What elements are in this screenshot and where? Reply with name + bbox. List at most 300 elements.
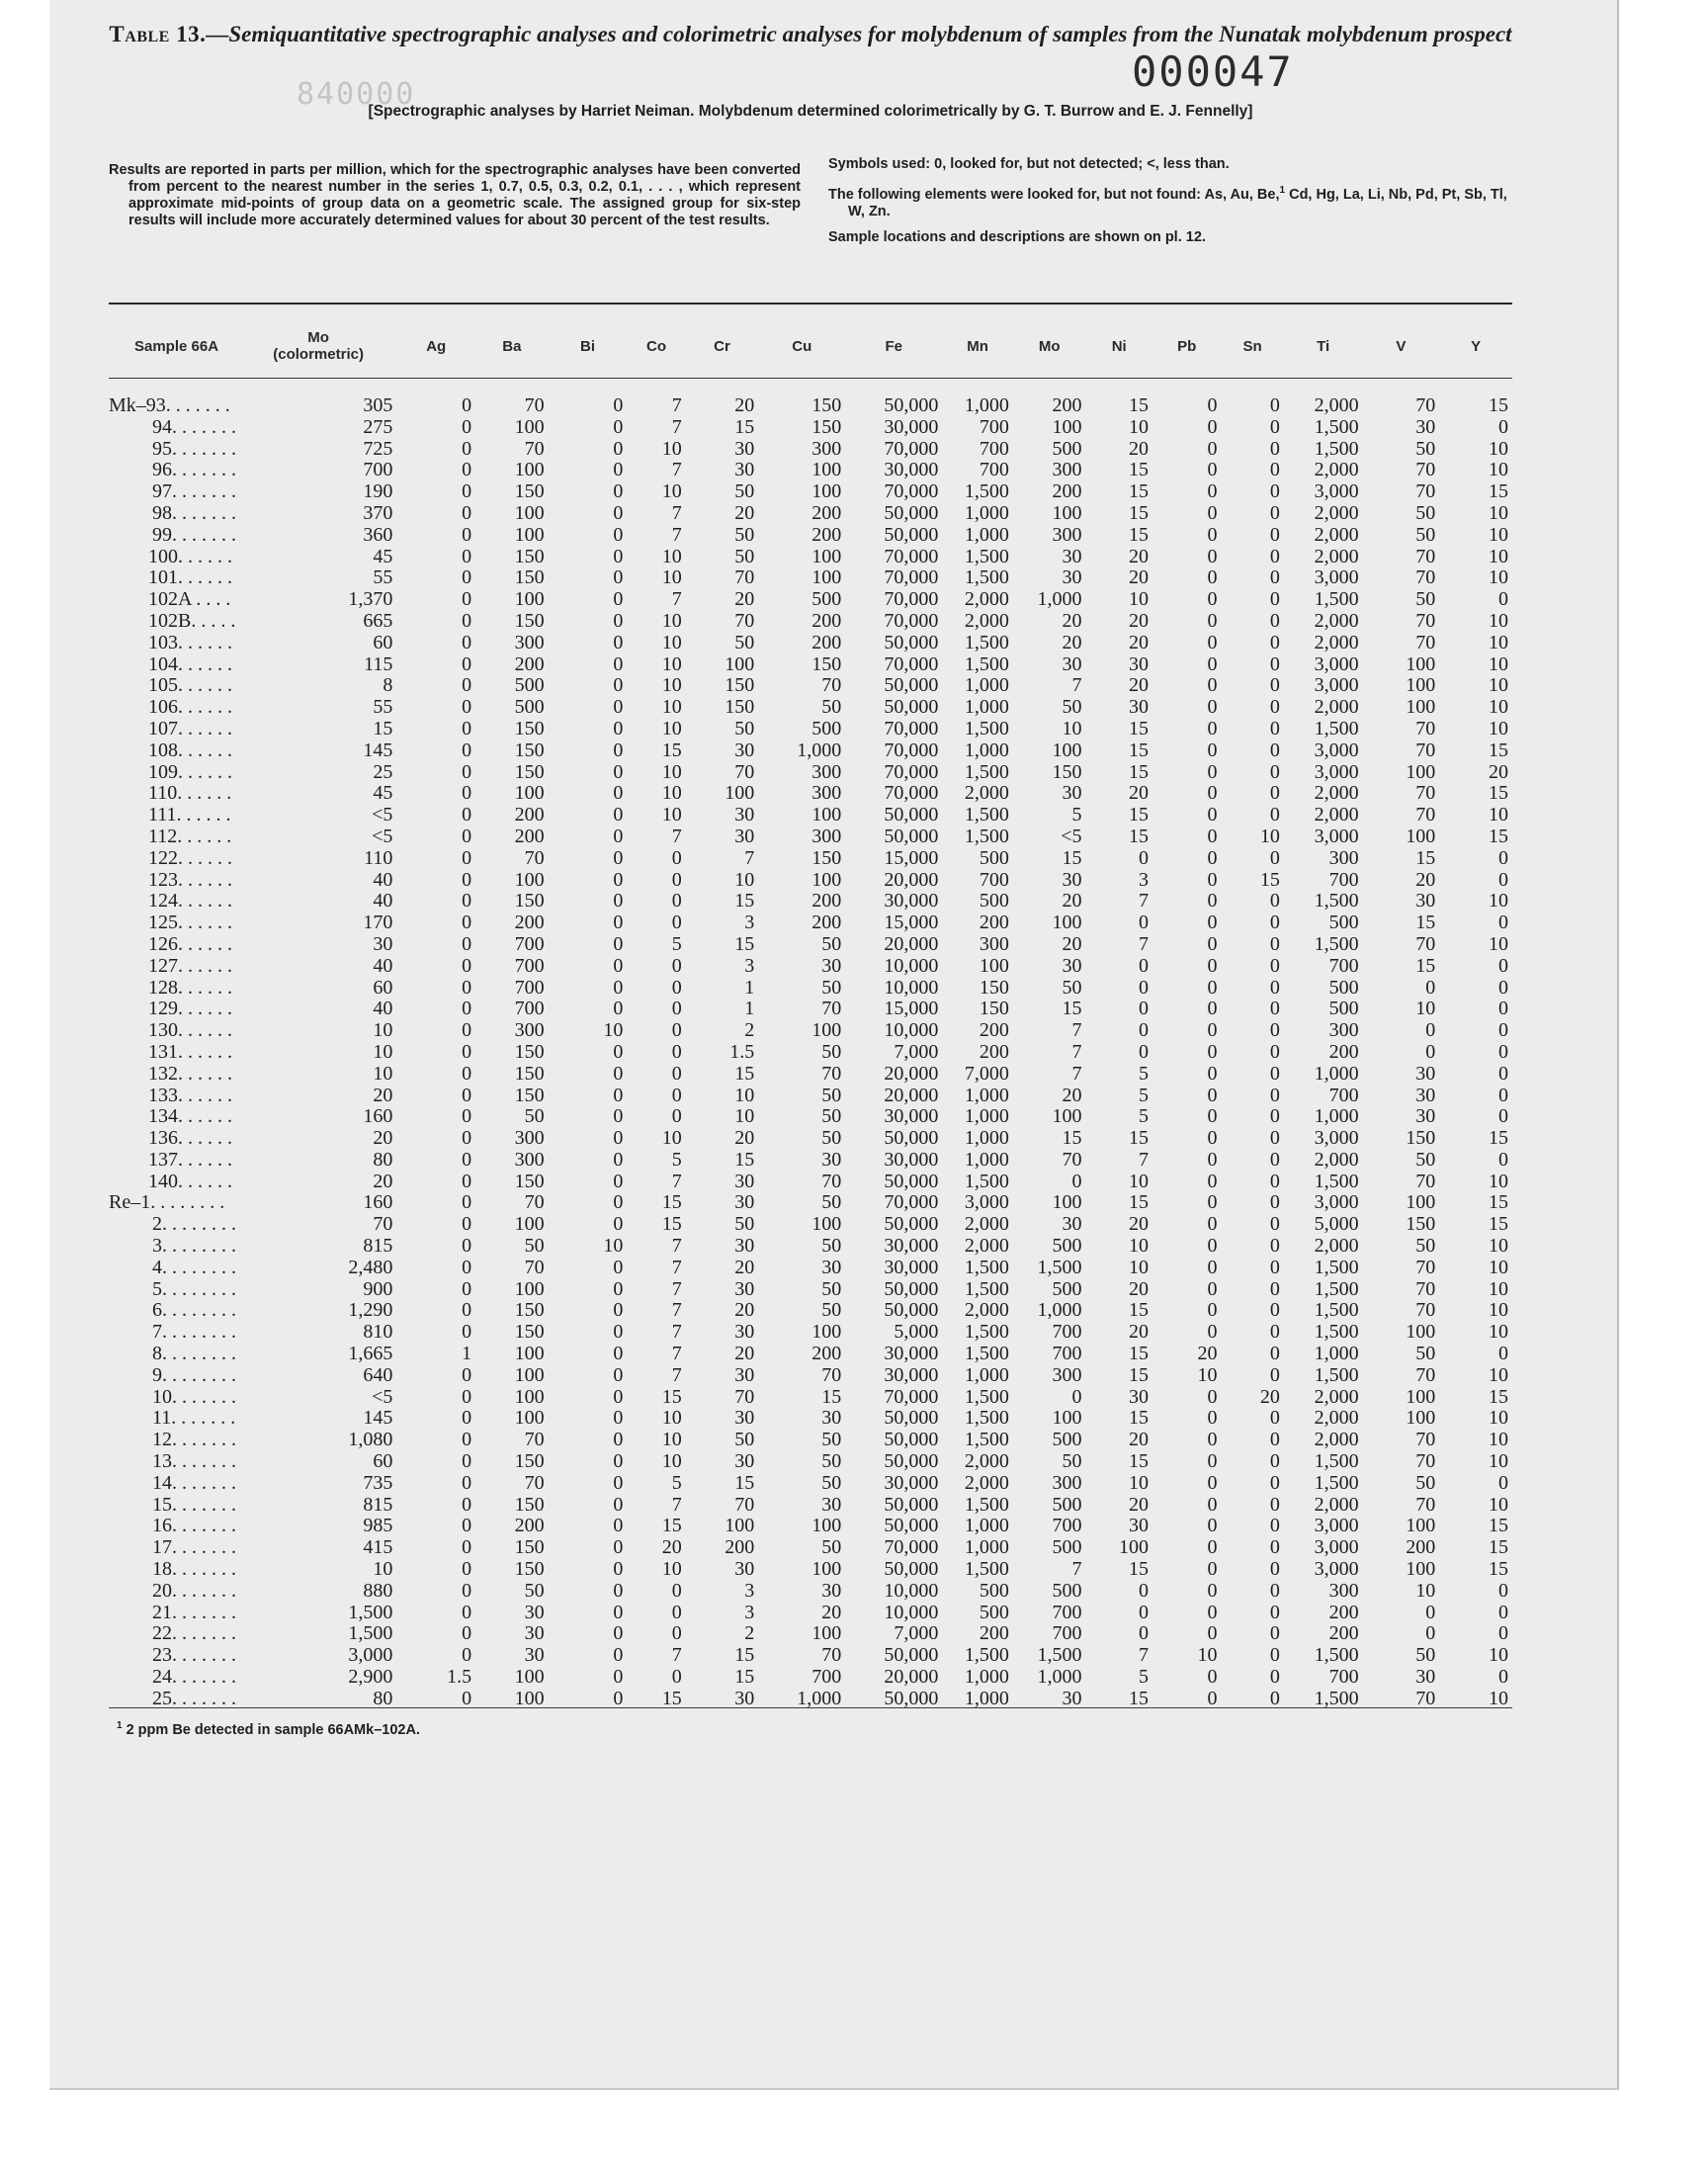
value-cell: 30 <box>1062 1214 1082 1236</box>
value-cell: 0 <box>1269 955 1280 977</box>
value-cell: 0 <box>613 1408 624 1430</box>
value-cell: 0 <box>462 977 472 999</box>
value-cell: 10 <box>1489 632 1508 653</box>
value-cell: 150 <box>514 546 545 567</box>
value-cell: 2,000 <box>1314 1430 1359 1451</box>
value-cell: 20 <box>1062 1085 1082 1106</box>
value-cell: 200 <box>811 610 842 632</box>
value-cell: 500 <box>1052 1494 1082 1516</box>
value-cell: 15 <box>1062 999 1082 1020</box>
value-cell: 2,000 <box>964 1300 1009 1322</box>
value-cell: 150 <box>725 675 755 697</box>
value-cell: 1,500 <box>1037 1645 1082 1667</box>
value-cell: 700 <box>979 460 1009 481</box>
value-cell: 30 <box>734 740 755 761</box>
value-cell: 0 <box>1269 1257 1280 1278</box>
value-cell: 15 <box>1128 1408 1149 1430</box>
value-cell: 70 <box>524 847 545 869</box>
value-cell: 10 <box>1197 1364 1218 1386</box>
value-cell: 0 <box>1207 460 1218 481</box>
value-cell: 0 <box>1207 1688 1218 1709</box>
value-cell: 70 <box>1415 1257 1436 1278</box>
value-cell: 0 <box>462 718 472 740</box>
value-cell: 300 <box>1052 1472 1082 1494</box>
value-cell: 0 <box>1207 1278 1218 1300</box>
value-cell: 10 <box>1489 438 1508 460</box>
column-header: Y <box>1471 337 1482 355</box>
value-cell: 0 <box>462 1257 472 1278</box>
value-cell: 70 <box>1415 460 1436 481</box>
value-cell: 10 <box>1489 718 1508 740</box>
value-cell: 0 <box>613 1430 624 1451</box>
value-cell: 15 <box>1489 740 1508 761</box>
table-row <box>109 783 1512 805</box>
value-cell: 70,000 <box>884 718 939 740</box>
value-cell: 700 <box>1052 1322 1082 1344</box>
value-cell: 0 <box>462 1645 472 1667</box>
value-cell: 150 <box>811 394 842 416</box>
sample-id-cell: Mk–93. . . . . . . <box>109 394 230 416</box>
results-note-text: Results are reported in parts per million, which for the spectrographic analyses have been converted from percent to the nearest number in the series 1, 0.7, 0.5, 0.3, 0.2, 0.1, . . . , which represent approximate mid-points of group data on a geometric scale. The assigned group for six-step results will include more accurately determined values for about 30 percent of the test results. <box>109 162 801 228</box>
value-cell: 500 <box>811 718 842 740</box>
value-cell: 70 <box>821 1645 842 1667</box>
value-cell: 15 <box>1128 1364 1149 1386</box>
value-cell: 100 <box>1052 1106 1082 1128</box>
value-cell: 0 <box>1207 524 1218 546</box>
table-row <box>109 1451 1512 1473</box>
value-cell: 170 <box>363 913 393 934</box>
value-cell: 50,000 <box>884 1451 939 1473</box>
value-cell: 15 <box>661 1192 682 1214</box>
value-cell: 10 <box>734 869 755 891</box>
value-cell: 70 <box>1415 740 1436 761</box>
value-cell: 20 <box>734 589 755 611</box>
value-cell: 10 <box>661 805 682 826</box>
value-cell: 0 <box>462 1537 472 1559</box>
value-cell: 2,000 <box>1314 1236 1359 1258</box>
value-cell: 10 <box>1489 697 1508 719</box>
value-cell: 2,000 <box>964 1451 1009 1473</box>
value-cell: 1,500 <box>1314 718 1359 740</box>
value-cell: 70 <box>734 1494 755 1516</box>
sample-id-cell: 102B. . . . . <box>148 610 236 632</box>
value-cell: 3,000 <box>1314 826 1359 847</box>
value-cell: 0 <box>671 847 682 869</box>
value-cell: 0 <box>1269 913 1280 934</box>
value-cell: 20,000 <box>884 933 939 955</box>
value-cell: 30 <box>821 1149 842 1171</box>
table-row <box>109 1086 1512 1107</box>
value-cell: 3,000 <box>1314 1537 1359 1559</box>
value-cell: 0 <box>1207 891 1218 913</box>
value-cell: 70 <box>1415 783 1436 805</box>
table-row <box>109 1128 1512 1150</box>
value-cell: 100 <box>811 1214 842 1236</box>
value-cell: 70 <box>524 1257 545 1278</box>
value-cell: 0 <box>1425 1041 1436 1063</box>
value-cell: 20 <box>734 502 755 524</box>
value-cell: 15 <box>1489 826 1508 847</box>
value-cell: 100 <box>514 783 545 805</box>
value-cell: 15 <box>1489 1214 1508 1236</box>
value-cell: 300 <box>979 933 1009 955</box>
value-cell: 70,000 <box>884 546 939 567</box>
table-row <box>109 697 1512 719</box>
sample-id-cell: 140. . . . . . <box>148 1171 232 1192</box>
value-cell: 0 <box>613 1300 624 1322</box>
value-cell: 500 <box>1052 1580 1082 1602</box>
value-cell: 300 <box>1052 524 1082 546</box>
value-cell: 0 <box>462 524 472 546</box>
value-cell: 2,000 <box>964 1472 1009 1494</box>
value-cell: 50 <box>821 1041 842 1063</box>
value-cell: 1,500 <box>1314 1364 1359 1386</box>
value-cell: 0 <box>1498 1344 1508 1365</box>
value-cell: 7 <box>671 826 682 847</box>
value-cell: 370 <box>363 502 393 524</box>
value-cell: 20 <box>1128 610 1149 632</box>
sample-id-cell: 14. . . . . . . <box>152 1472 236 1494</box>
value-cell: 1,000 <box>797 740 842 761</box>
value-cell: 5 <box>1138 1106 1149 1128</box>
value-cell: 0 <box>1138 1020 1149 1042</box>
value-cell: 0 <box>613 1192 624 1214</box>
value-cell: 0 <box>671 1580 682 1602</box>
value-cell: 0 <box>1207 675 1218 697</box>
value-cell: 70 <box>524 1430 545 1451</box>
value-cell: 70 <box>1415 1278 1436 1300</box>
value-cell: 0 <box>1207 1667 1218 1689</box>
value-cell: 3,000 <box>1314 481 1359 503</box>
value-cell: 7 <box>671 1257 682 1278</box>
value-cell: 0 <box>1207 913 1218 934</box>
value-cell: 30 <box>1128 1516 1149 1537</box>
value-cell: 100 <box>514 1408 545 1430</box>
value-cell: 0 <box>1207 1214 1218 1236</box>
table-row <box>109 1192 1512 1214</box>
value-cell: 0 <box>1269 1645 1280 1667</box>
value-cell: 0 <box>613 1214 624 1236</box>
value-cell: 0 <box>1269 502 1280 524</box>
value-cell: 0 <box>1207 1602 1218 1623</box>
value-cell: 150 <box>514 1451 545 1473</box>
value-cell: 0 <box>613 718 624 740</box>
sample-id-cell: 105. . . . . . <box>148 675 232 697</box>
value-cell: 0 <box>1269 589 1280 611</box>
value-cell: 1,290 <box>348 1300 393 1322</box>
value-cell: 100 <box>1118 1537 1149 1559</box>
value-cell: 0 <box>1207 438 1218 460</box>
value-cell: 3 <box>1138 869 1149 891</box>
value-cell: 7 <box>671 1278 682 1300</box>
value-cell: 0 <box>1207 632 1218 653</box>
value-cell: 50 <box>821 1236 842 1258</box>
value-cell: 0 <box>1207 1494 1218 1516</box>
value-cell: 100 <box>811 869 842 891</box>
value-cell: 70,000 <box>884 567 939 589</box>
value-cell: 15 <box>1259 869 1280 891</box>
value-cell: 2,900 <box>348 1667 393 1689</box>
value-cell: 50,000 <box>884 1408 939 1430</box>
value-cell: 50 <box>1415 1344 1436 1365</box>
value-cell: 60 <box>373 977 393 999</box>
value-cell: 20,000 <box>884 1667 939 1689</box>
sample-id-cell: 132. . . . . . <box>148 1063 232 1085</box>
value-cell: 0 <box>1269 718 1280 740</box>
value-cell: 7 <box>671 524 682 546</box>
value-cell: 0 <box>613 891 624 913</box>
value-cell: 20 <box>1128 1322 1149 1344</box>
value-cell: 30 <box>524 1602 545 1623</box>
value-cell: 10 <box>661 438 682 460</box>
sample-id-cell: 133. . . . . . <box>148 1085 232 1106</box>
value-cell: 30 <box>1062 1688 1082 1709</box>
column-header: Ba <box>502 337 522 355</box>
value-cell: 100 <box>811 546 842 567</box>
value-cell: 50,000 <box>884 1430 939 1451</box>
value-cell: 0 <box>613 675 624 697</box>
value-cell: 0 <box>462 783 472 805</box>
value-cell: 150 <box>514 740 545 761</box>
value-cell: 15 <box>821 1386 842 1408</box>
value-cell: 3,000 <box>1314 740 1359 761</box>
value-cell: 50,000 <box>884 1559 939 1581</box>
value-cell: 7 <box>671 1300 682 1322</box>
table-row <box>109 1581 1512 1603</box>
value-cell: 20 <box>1128 675 1149 697</box>
value-cell: 100 <box>1052 913 1082 934</box>
value-cell: 700 <box>363 460 393 481</box>
value-cell: 70 <box>821 1063 842 1085</box>
sample-id-cell: 13. . . . . . . <box>152 1451 236 1473</box>
sample-id-cell: 124. . . . . . <box>148 891 232 913</box>
sample-id-cell: 111. . . . . . <box>148 805 231 826</box>
value-cell: 0 <box>1269 805 1280 826</box>
value-cell: 0 <box>1498 913 1508 934</box>
sample-id-cell: 20. . . . . . . <box>152 1580 236 1602</box>
value-cell: 0 <box>1269 1041 1280 1063</box>
value-cell: 100 <box>725 1516 755 1537</box>
value-cell: 70 <box>1415 481 1436 503</box>
value-cell: 7 <box>671 1494 682 1516</box>
value-cell: 0 <box>671 1106 682 1128</box>
value-cell: 0 <box>671 891 682 913</box>
value-cell: 200 <box>811 632 842 653</box>
value-cell: 200 <box>514 1516 545 1537</box>
value-cell: <5 <box>372 805 393 826</box>
value-cell: 0 <box>1269 1559 1280 1581</box>
value-cell: 3,000 <box>1314 1559 1359 1581</box>
value-cell: 0 <box>1269 1688 1280 1709</box>
value-cell: 70 <box>734 610 755 632</box>
value-cell: 10 <box>1489 567 1508 589</box>
value-cell: 20 <box>734 1300 755 1322</box>
value-cell: 30 <box>821 955 842 977</box>
value-cell: 100 <box>514 416 545 438</box>
faint-stamp-number: 840000 <box>297 77 416 112</box>
value-cell: 20 <box>734 1257 755 1278</box>
value-cell: 70,000 <box>884 589 939 611</box>
value-cell: 0 <box>1269 761 1280 783</box>
value-cell: 0 <box>462 1386 472 1408</box>
value-cell: 40 <box>373 999 393 1020</box>
value-cell: 0 <box>613 589 624 611</box>
value-cell: 15 <box>1128 460 1149 481</box>
value-cell: 500 <box>1328 977 1359 999</box>
value-cell: 30 <box>821 1580 842 1602</box>
value-cell: 50,000 <box>884 697 939 719</box>
value-cell: 0 <box>613 1278 624 1300</box>
value-cell: 0 <box>671 977 682 999</box>
value-cell: 30,000 <box>884 1149 939 1171</box>
value-cell: 1,500 <box>1037 1257 1082 1278</box>
value-cell: 0 <box>1498 416 1508 438</box>
value-cell: 7 <box>744 847 755 869</box>
value-cell: 20 <box>1128 546 1149 567</box>
sample-id-cell: 106. . . . . . <box>148 697 232 719</box>
value-cell: 0 <box>462 1128 472 1150</box>
value-cell: 15 <box>1128 761 1149 783</box>
table-row <box>109 1387 1512 1409</box>
value-cell: 0 <box>613 1472 624 1494</box>
table-row <box>109 762 1512 784</box>
value-cell: 700 <box>1328 869 1359 891</box>
value-cell: 40 <box>373 955 393 977</box>
value-cell: 150 <box>1406 1128 1436 1150</box>
value-cell: 100 <box>514 1386 545 1408</box>
value-cell: 7 <box>1138 1645 1149 1667</box>
value-cell: 30 <box>734 826 755 847</box>
value-cell: 10 <box>661 761 682 783</box>
value-cell: 1,500 <box>964 1430 1009 1451</box>
value-cell: 700 <box>514 977 545 999</box>
sample-id-cell: 110. . . . . . <box>148 783 232 805</box>
value-cell: 0 <box>1138 1580 1149 1602</box>
value-cell: 415 <box>363 1537 393 1559</box>
value-cell: 100 <box>1406 675 1436 697</box>
value-cell: 10 <box>1489 1322 1508 1344</box>
value-cell: 45 <box>373 783 393 805</box>
value-cell: 0 <box>1498 1020 1508 1042</box>
value-cell: 1,000 <box>1037 589 1082 611</box>
value-cell: 7 <box>1071 1559 1082 1581</box>
value-cell: 0 <box>1207 1451 1218 1473</box>
value-cell: 0 <box>462 1322 472 1344</box>
value-cell: 150 <box>514 1300 545 1322</box>
value-cell: 50,000 <box>884 1688 939 1709</box>
title-label: Table 13. <box>109 22 207 46</box>
value-cell: 10 <box>1489 1300 1508 1322</box>
value-cell: 200 <box>1328 1602 1359 1623</box>
value-cell: 0 <box>1498 869 1508 891</box>
value-cell: 10 <box>1489 1171 1508 1192</box>
value-cell: 0 <box>613 1580 624 1602</box>
sample-id-cell: 2. . . . . . . . <box>152 1214 236 1236</box>
value-cell: 15 <box>1128 1344 1149 1365</box>
table-row <box>109 805 1512 826</box>
value-cell: 50 <box>734 1214 755 1236</box>
value-cell: 100 <box>979 955 1009 977</box>
value-cell: 500 <box>979 847 1009 869</box>
value-cell: 0 <box>1498 1472 1508 1494</box>
value-cell: 0 <box>1269 460 1280 481</box>
sample-id-cell: 130. . . . . . <box>148 1020 232 1042</box>
value-cell: 500 <box>1052 438 1082 460</box>
value-cell: 700 <box>1328 955 1359 977</box>
value-cell: 150 <box>514 1537 545 1559</box>
value-cell: 0 <box>462 1041 472 1063</box>
footnote <box>117 1720 420 1738</box>
value-cell: 700 <box>979 416 1009 438</box>
value-cell: 15 <box>1128 805 1149 826</box>
value-cell: 0 <box>1207 847 1218 869</box>
value-cell: 3,000 <box>1314 653 1359 675</box>
value-cell: 700 <box>1328 1085 1359 1106</box>
value-cell: 10 <box>1259 826 1280 847</box>
value-cell: 70 <box>1415 1430 1436 1451</box>
value-cell: 100 <box>514 1364 545 1386</box>
value-cell: 70,000 <box>884 740 939 761</box>
value-cell: 15 <box>1415 913 1436 934</box>
value-cell: 70,000 <box>884 1537 939 1559</box>
sample-id-cell: Re–1. . . . . . . . <box>109 1192 225 1214</box>
value-cell: 30 <box>524 1623 545 1645</box>
sample-id-cell: 103. . . . . . <box>148 632 232 653</box>
value-cell: 0 <box>1498 977 1508 999</box>
value-cell: 880 <box>363 1580 393 1602</box>
table-row <box>109 1516 1512 1537</box>
value-cell: 50 <box>524 1236 545 1258</box>
value-cell: 70 <box>1062 1149 1082 1171</box>
value-cell: 30 <box>373 933 393 955</box>
value-cell: 3 <box>744 1602 755 1623</box>
value-cell: 0 <box>613 933 624 955</box>
value-cell: 145 <box>363 740 393 761</box>
sample-id-cell: 5. . . . . . . . <box>152 1278 236 1300</box>
value-cell: 640 <box>363 1364 393 1386</box>
value-cell: 7 <box>1071 1063 1082 1085</box>
value-cell: 0 <box>671 1041 682 1063</box>
value-cell: 15 <box>1128 1192 1149 1214</box>
value-cell: 0 <box>1269 653 1280 675</box>
value-cell: 700 <box>1328 1667 1359 1689</box>
value-cell: 100 <box>514 460 545 481</box>
value-cell: 10 <box>1489 891 1508 913</box>
value-cell: 30 <box>734 805 755 826</box>
value-cell: 15 <box>1128 394 1149 416</box>
value-cell: 50 <box>1415 438 1436 460</box>
value-cell: 0 <box>1269 1063 1280 1085</box>
value-cell: 0 <box>613 1041 624 1063</box>
value-cell: 500 <box>1052 1236 1082 1258</box>
column-header: Ag <box>426 337 447 355</box>
value-cell: 10 <box>1489 933 1508 955</box>
value-cell: 0 <box>462 933 472 955</box>
value-cell: 0 <box>613 481 624 503</box>
value-cell: 10 <box>1489 1430 1508 1451</box>
value-cell: <5 <box>372 826 393 847</box>
value-cell: 300 <box>811 438 842 460</box>
value-cell: 150 <box>514 481 545 503</box>
value-cell: 15 <box>1489 1192 1508 1214</box>
value-cell: 0 <box>613 567 624 589</box>
table-row <box>109 1236 1512 1258</box>
value-cell: 50 <box>734 546 755 567</box>
value-cell: 0 <box>1207 1192 1218 1214</box>
value-cell: 30,000 <box>884 460 939 481</box>
sample-id-cell: 137. . . . . . <box>148 1149 232 1171</box>
value-cell: 10 <box>1489 1408 1508 1430</box>
